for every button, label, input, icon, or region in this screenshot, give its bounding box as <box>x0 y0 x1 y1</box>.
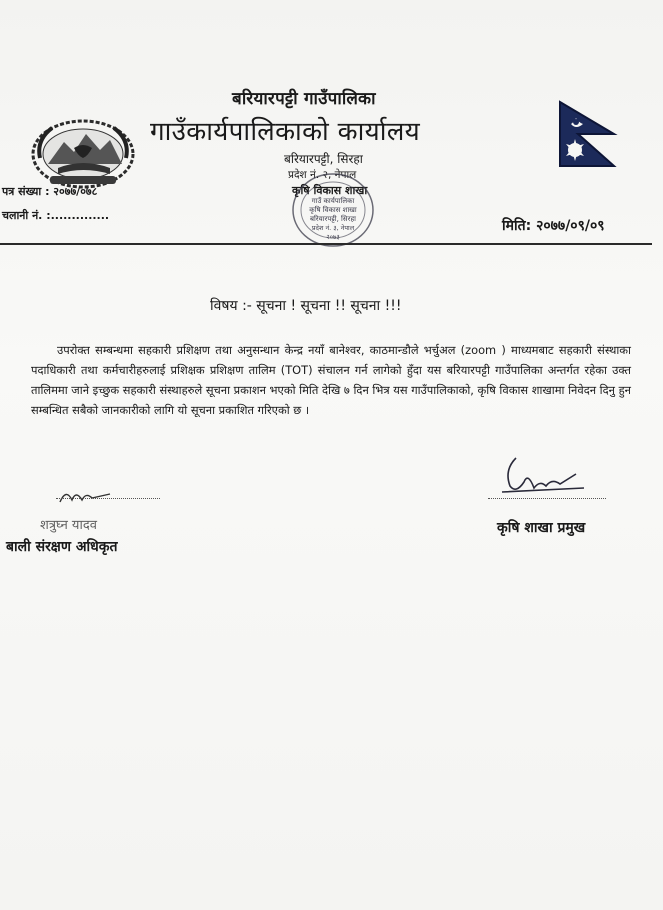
right-signature-line <box>488 498 606 499</box>
stamp-text-4: प्रदेश नं. ३, नेपाल <box>311 224 355 232</box>
subject-line: विषय :- सूचना ! सूचना !! सूचना !!! <box>210 298 402 314</box>
right-signatory-title: कृषि शाखा प्रमुख <box>497 520 586 536</box>
stamp-text-5: २०७३ <box>326 233 340 241</box>
stamp-text-1: गाउँ कार्यपालिका <box>311 197 355 205</box>
left-signature-scribble <box>56 486 116 508</box>
stamp-text-2: कृषि विकास शाखा <box>309 206 357 214</box>
office-address: बरियारपट्टी, सिरहा <box>284 152 363 166</box>
left-signatory-name: शत्रुघ्न यादव <box>40 518 97 533</box>
letter-number: पत्र संख्या : २०७७/०७८ <box>2 185 98 198</box>
nepal-emblem-icon <box>30 118 136 190</box>
left-signature-line <box>56 498 160 499</box>
right-signature-scribble <box>494 452 590 504</box>
province: प्रदेश नं. २, नेपाल <box>288 169 357 181</box>
stamp-text-3: बरियारपट्टी, सिरहा <box>309 215 357 223</box>
notice-body: उपरोक्त सम्बन्धमा सहकारी प्रशिक्षण तथा अनुसन्धान केन्द्र नयाँ बानेश्वर, काठमान्डौले भर्चुअल (zoom ) माध्यमबाट सहकारी संस्थाका पदाधिकारी तथा कर्मचारीहरुलाई प्रशिक्षक प्रशिक्षण तालिम (TOT) संचालन गर्न लागेको हुँदा यस बरियारपट्टी गाउँपालिका अन्तर्गत रहेका उक्त तालिममा जाने इच्छुक सहकारी संस्थाहरुले सूचना प्रकाशन भएको मिति देखि ७ दिन भित्र यस गाउँपालिकाको, कृषि विकास शाखामा निवेदन दिनु हुन सम्बन्धित सबैको जानकारीको लागि यो सूचना प्रकाशित गरिएको छ । <box>31 343 631 417</box>
org-name: बरियारपट्टी गाउँपालिका <box>232 89 376 109</box>
nepal-flag-icon <box>556 100 618 168</box>
office-stamp <box>290 170 376 250</box>
left-signatory-title: बाली संरक्षण अधिकृत <box>6 539 118 555</box>
letter-date: मिति: २०७७/०९/०९ <box>502 218 605 234</box>
dispatch-number: चलानी नं. :.............. <box>2 209 110 222</box>
header-divider <box>0 243 652 245</box>
office-name: गाउँकार्यपालिकाको कार्यालय <box>150 117 421 147</box>
branch-name: कृषि विकास शाखा <box>292 184 368 197</box>
